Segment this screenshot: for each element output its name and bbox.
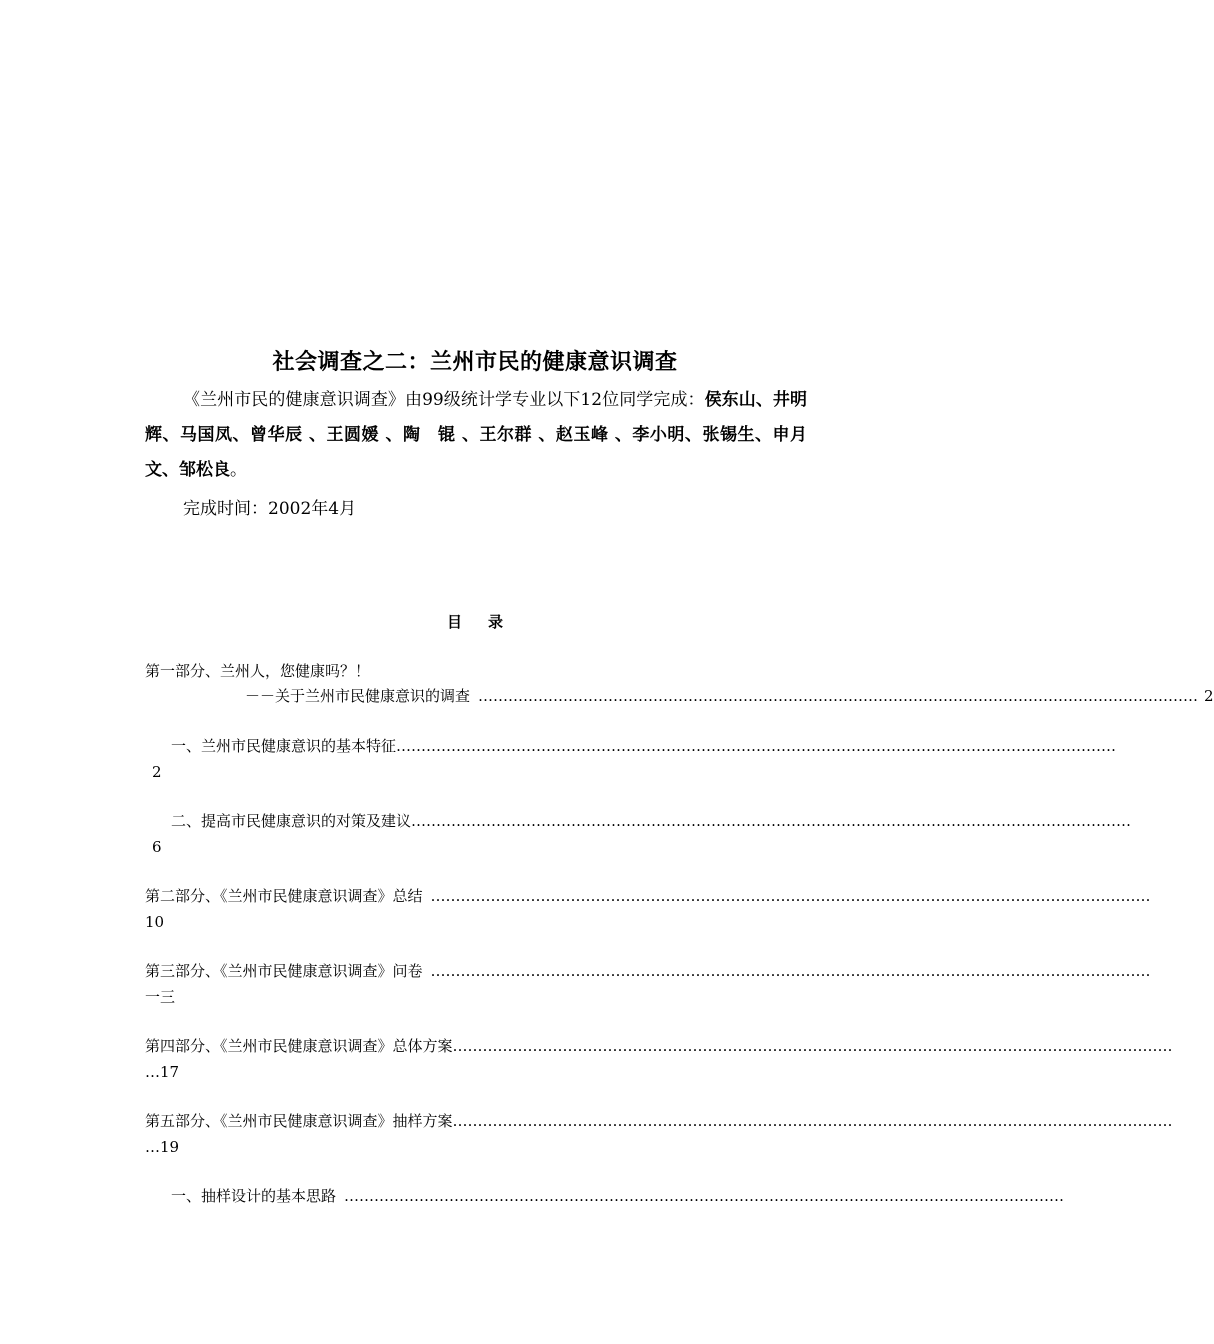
intro-end: 。 <box>230 460 247 480</box>
document-title: 社会调查之二：兰州市民的健康意识调查 <box>272 349 678 375</box>
toc-entry-part2[interactable] <box>145 885 1151 907</box>
toc-dot-leader: ……………………………………………………………………………………………………………………………… <box>430 962 1151 980</box>
toc-entry-part5[interactable] <box>145 1110 1173 1132</box>
toc-page-number: …19 <box>145 1138 180 1156</box>
toc-dot-leader: ……………………………………………………………………………………………………………………………… <box>452 1037 1173 1055</box>
toc-entry-sampling-design[interactable] <box>171 1185 1065 1207</box>
intro-lead: 《兰州市民的健康意识调查》由99级统计学专业以下12位同学完成： <box>183 390 705 410</box>
toc-dot-leader: ……………………………………………………………………………………………………………………………… <box>452 1112 1173 1130</box>
toc-page-number: 一三 <box>145 988 176 1006</box>
toc-page-number: 2 <box>1204 687 1214 705</box>
toc-entry-label: 一、抽样设计的基本思路 <box>171 1187 337 1205</box>
toc-dot-leader: ……………………………………………………………………………………………………………………………… <box>478 687 1199 705</box>
toc-heading: 目录 <box>446 613 529 631</box>
toc-page-number: 6 <box>152 838 162 856</box>
toc-entry-label: 二、提高市民健康意识的对策及建议 <box>171 812 412 830</box>
toc-page-number: …17 <box>145 1063 180 1081</box>
toc-entry-label: 第四部分、《兰州市民健康意识调查》总体方案 <box>145 1037 453 1055</box>
author-names: 侯东山、井明辉、马国凤、曾华辰 、王圆媛 、陶 锟 、王尔群 、赵玉峰 、李小明、张锡生、申月文、邹松良 <box>145 390 807 480</box>
toc-entry-part4[interactable] <box>145 1035 1173 1057</box>
toc-entry-label: 第二部分、《兰州市民健康意识调查》总结 <box>145 887 423 905</box>
toc-entry-part1: 第一部分、兰州人，您健康吗？！ <box>145 662 371 680</box>
toc-entry-label: 第三部分、《兰州市民健康意识调查》问卷 <box>145 962 423 980</box>
toc-entry-section2[interactable] <box>171 810 1132 832</box>
toc-entry-part1-subtitle[interactable] <box>245 685 1214 707</box>
toc-dot-leader: ……………………………………………………………………………………………………………………………… <box>430 887 1151 905</box>
completion-date: 完成时间：2002年4月 <box>183 499 357 519</box>
toc-page-number: 10 <box>145 913 165 931</box>
toc-dot-leader: ……………………………………………………………………………………………………………………………… <box>344 1187 1065 1205</box>
toc-dot-leader: ……………………………………………………………………………………………………………………………… <box>411 812 1132 830</box>
toc-page-number: 2 <box>152 763 162 781</box>
toc-entry-part3[interactable] <box>145 960 1151 982</box>
toc-entry-section1[interactable] <box>171 735 1117 757</box>
intro-paragraph <box>145 383 807 488</box>
toc-dot-leader: ……………………………………………………………………………………………………………………………… <box>396 737 1117 755</box>
toc-entry-label: －－关于兰州市民健康意识的调查 <box>245 687 471 705</box>
toc-entry-label: 一、兰州市民健康意识的基本特征 <box>171 737 397 755</box>
toc-entry-label: 第五部分、《兰州市民健康意识调查》抽样方案 <box>145 1112 453 1130</box>
